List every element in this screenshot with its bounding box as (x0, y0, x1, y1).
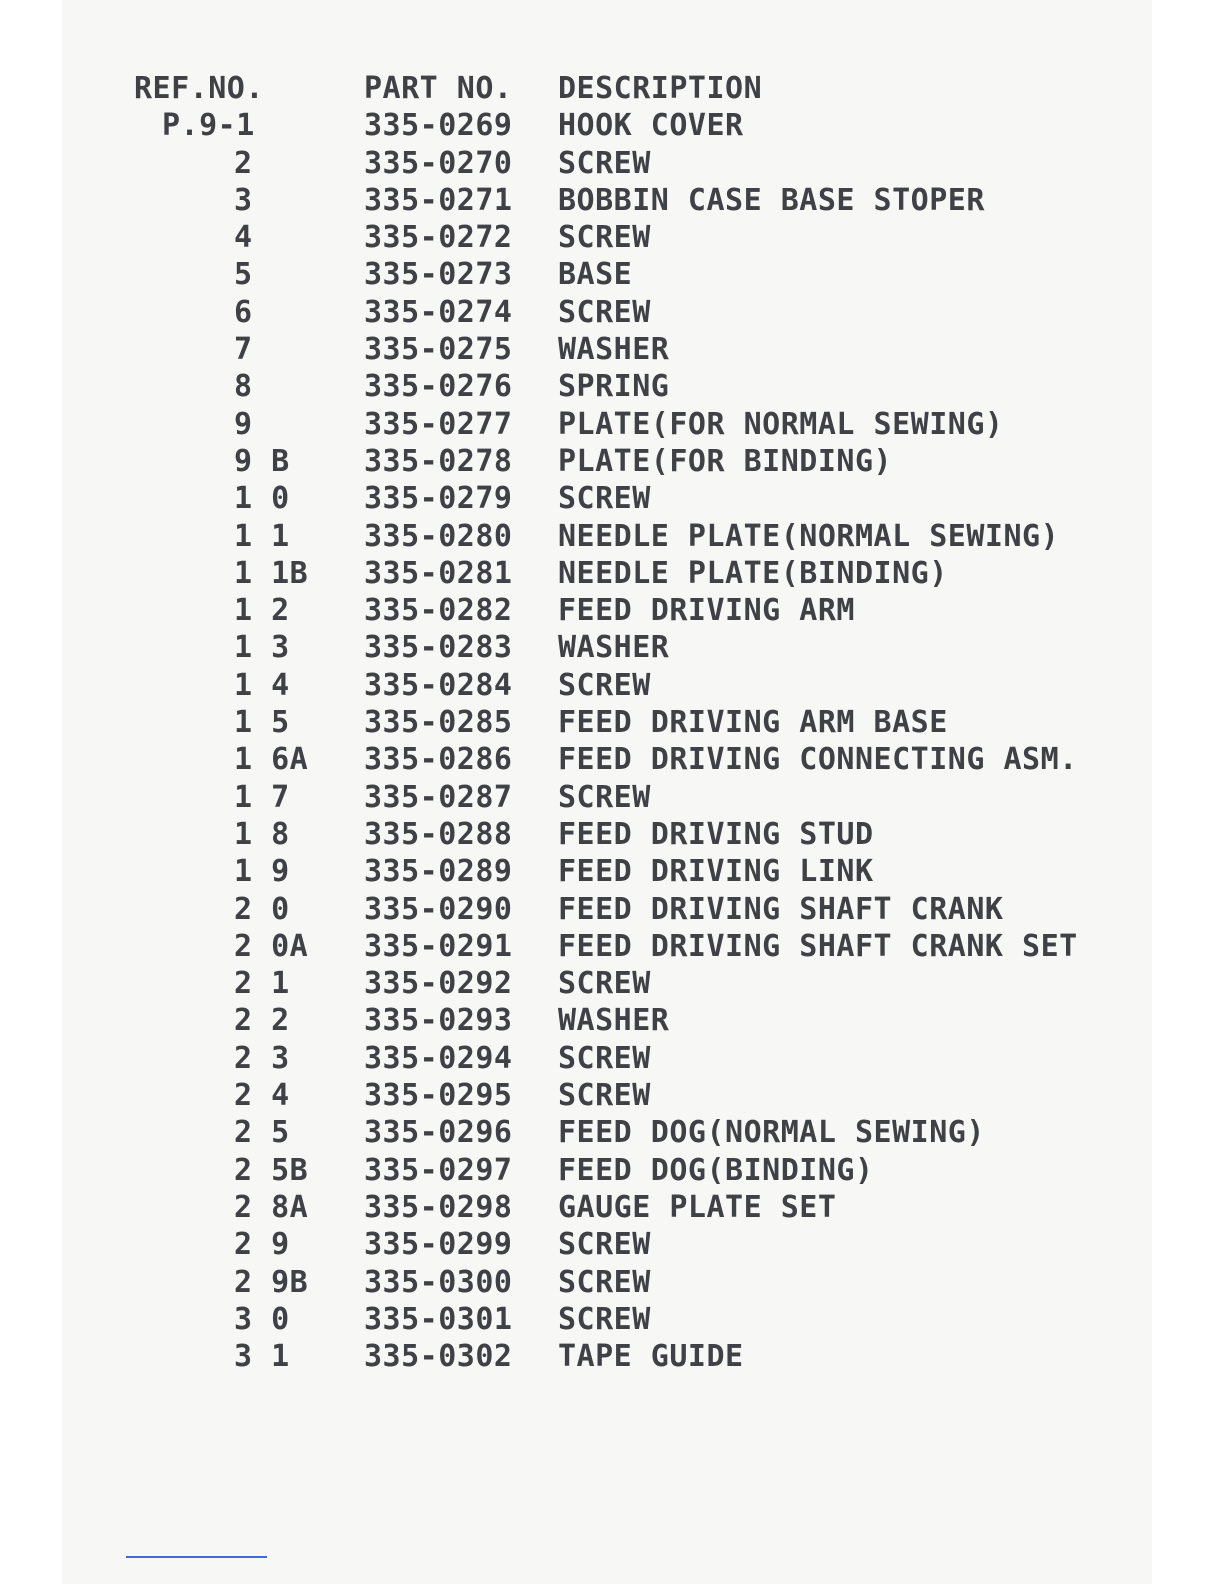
description-cell: FEED DRIVING STUD (558, 816, 874, 852)
table-row (134, 592, 1134, 629)
description-cell: SCREW (558, 481, 651, 517)
ref-no-value: 9 B (234, 443, 290, 479)
part-no-cell: 335-0278 (364, 443, 513, 479)
part-no-cell: 335-0289 (364, 854, 513, 890)
ref-no-value: 2 8A (234, 1189, 309, 1225)
description-cell: FEED DRIVING SHAFT CRANK SET (558, 928, 1078, 964)
table-row (134, 1226, 1134, 1263)
description-cell: FEED DOG(NORMAL SEWING) (558, 1115, 985, 1151)
ref-no-value: 1 1B (234, 555, 309, 591)
ref-no-value: 7 (234, 332, 253, 368)
description-cell: SCREW (558, 1301, 651, 1337)
part-no-cell: 335-0295 (364, 1078, 513, 1114)
ref-no-value: 4 (234, 220, 253, 256)
ref-no-value: 2 9B (234, 1264, 309, 1300)
part-no-cell: 335-0299 (364, 1227, 513, 1263)
part-no-cell: 335-0277 (364, 406, 513, 442)
ref-no-value: 3 1 (234, 1339, 290, 1375)
ref-no-value: 2 1 (234, 966, 290, 1002)
table-row (134, 368, 1134, 405)
description-cell: SPRING (558, 369, 670, 405)
table-row (134, 779, 1134, 816)
part-no-cell: 335-0276 (364, 369, 513, 405)
part-no-cell: 335-0296 (364, 1115, 513, 1151)
description-cell: SCREW (558, 779, 651, 815)
description-cell: WASHER (558, 332, 670, 368)
table-row (134, 1189, 1134, 1226)
part-no-cell: 335-0273 (364, 257, 513, 293)
footer-rule (126, 1556, 267, 1558)
table-row (134, 1114, 1134, 1151)
description-cell: BASE (558, 257, 633, 293)
description-cell: WASHER (558, 1003, 670, 1039)
part-no-cell: 335-0294 (364, 1040, 513, 1076)
description-cell: SCREW (558, 1040, 651, 1076)
part-no-cell: 335-0286 (364, 742, 513, 778)
description-cell: FEED DRIVING CONNECTING ASM. (558, 742, 1078, 778)
description-cell: SCREW (558, 1078, 651, 1114)
part-no-cell: 335-0279 (364, 481, 513, 517)
ref-no-value: 1 6A (234, 742, 309, 778)
part-no-cell: 335-0298 (364, 1189, 513, 1225)
ref-no-value: 2 5 (234, 1115, 290, 1151)
ref-no-value: 5 (234, 257, 253, 293)
ref-no-value: 3 (234, 182, 253, 218)
table-row (134, 853, 1134, 890)
ref-no-value: 6 (234, 294, 253, 330)
part-no-cell: 335-0270 (364, 145, 513, 181)
part-no-cell: 335-0291 (364, 928, 513, 964)
table-row (134, 816, 1134, 853)
table-row (134, 965, 1134, 1002)
part-no-cell: 335-0293 (364, 1003, 513, 1039)
ref-no-value: 8 (234, 369, 253, 405)
table-row (134, 555, 1134, 592)
table-row (134, 294, 1134, 331)
description-cell: HOOK COVER (558, 108, 744, 144)
part-no-cell: 335-0274 (364, 294, 513, 330)
table-row (134, 518, 1134, 555)
description-header: DESCRIPTION (558, 71, 763, 106)
ref-no-value: 3 0 (234, 1301, 290, 1337)
ref-no-value: 2 4 (234, 1078, 290, 1114)
table-row (134, 256, 1134, 293)
parts-list-table (134, 70, 1134, 1375)
table-row (134, 629, 1134, 666)
ref-no-value: 1 7 (234, 779, 290, 815)
ref-no-value: P.9-1 (162, 108, 255, 144)
ref-no-value: 2 9 (234, 1227, 290, 1263)
part-no-cell: 335-0269 (364, 108, 513, 144)
table-row (134, 928, 1134, 965)
part-no-cell: 335-0301 (364, 1301, 513, 1337)
part-no-cell: 335-0297 (364, 1152, 513, 1188)
table-row (134, 443, 1134, 480)
description-cell: SCREW (558, 1264, 651, 1300)
ref-no-value: 1 2 (234, 593, 290, 629)
ref-no-value: 1 9 (234, 854, 290, 890)
description-cell: SCREW (558, 667, 651, 703)
description-cell: WASHER (558, 630, 670, 666)
ref-no-value: 2 3 (234, 1040, 290, 1076)
table-row (134, 480, 1134, 517)
table-row (134, 1301, 1134, 1338)
part-no-cell: 335-0283 (364, 630, 513, 666)
table-row (134, 741, 1134, 778)
description-cell: SCREW (558, 1227, 651, 1263)
part-no-cell: 335-0290 (364, 891, 513, 927)
table-row (134, 704, 1134, 741)
ref-no-value: 2 2 (234, 1003, 290, 1039)
table-row (134, 891, 1134, 928)
part-no-cell: 335-0280 (364, 518, 513, 554)
ref-no-value: 1 8 (234, 816, 290, 852)
ref-no-header-label: REF.NO. (134, 71, 264, 106)
table-row (134, 1264, 1134, 1301)
part-no-cell: 335-0281 (364, 555, 513, 591)
ref-no-value: 1 1 (234, 518, 290, 554)
ref-no-value: 2 0 (234, 891, 290, 927)
parts-rows (134, 107, 1134, 1375)
description-cell: FEED DRIVING SHAFT CRANK (558, 891, 1004, 927)
description-cell: SCREW (558, 145, 651, 181)
description-cell: FEED DOG(BINDING) (558, 1152, 874, 1188)
description-cell: SCREW (558, 220, 651, 256)
description-cell: PLATE(FOR BINDING) (558, 443, 893, 479)
table-row (134, 219, 1134, 256)
description-cell: SCREW (558, 294, 651, 330)
part-no-cell: 335-0288 (364, 816, 513, 852)
ref-no-value: 9 (234, 406, 253, 442)
ref-no-value: 1 0 (234, 481, 290, 517)
table-row (134, 145, 1134, 182)
ref-no-value: 1 4 (234, 667, 290, 703)
table-row (134, 406, 1134, 443)
table-row (134, 182, 1134, 219)
description-cell: SCREW (558, 966, 651, 1002)
description-cell: FEED DRIVING ARM BASE (558, 705, 948, 741)
description-cell: FEED DRIVING LINK (558, 854, 874, 890)
part-no-cell: 335-0285 (364, 705, 513, 741)
part-no-cell: 335-0287 (364, 779, 513, 815)
part-no-cell: 335-0275 (364, 332, 513, 368)
table-row (134, 107, 1134, 144)
ref-no-value: 2 0A (234, 928, 309, 964)
description-cell: GAUGE PLATE SET (558, 1189, 837, 1225)
description-cell: BOBBIN CASE BASE STOPER (558, 182, 985, 218)
table-row (134, 331, 1134, 368)
table-row (134, 1338, 1134, 1375)
description-cell: NEEDLE PLATE(BINDING) (558, 555, 948, 591)
description-cell: NEEDLE PLATE(NORMAL SEWING) (558, 518, 1060, 554)
description-cell: TAPE GUIDE (558, 1339, 744, 1375)
ref-no-value: 2 (234, 145, 253, 181)
table-row (134, 1040, 1134, 1077)
part-no-cell: 335-0282 (364, 593, 513, 629)
ref-no-value: 2 5B (234, 1152, 309, 1188)
part-no-cell: 335-0284 (364, 667, 513, 703)
part-no-cell: 335-0271 (364, 182, 513, 218)
table-row (134, 1077, 1134, 1114)
table-header-row (134, 70, 1134, 107)
ref-no-value: 1 5 (234, 705, 290, 741)
table-row (134, 1152, 1134, 1189)
description-cell: PLATE(FOR NORMAL SEWING) (558, 406, 1004, 442)
ref-no-value: 1 3 (234, 630, 290, 666)
part-no-cell: 335-0302 (364, 1339, 513, 1375)
part-no-cell: 335-0300 (364, 1264, 513, 1300)
part-no-header: PART NO. (364, 71, 513, 106)
part-no-cell: 335-0272 (364, 220, 513, 256)
part-no-cell: 335-0292 (364, 966, 513, 1002)
table-row (134, 667, 1134, 704)
table-row (134, 1002, 1134, 1039)
description-cell: FEED DRIVING ARM (558, 593, 855, 629)
